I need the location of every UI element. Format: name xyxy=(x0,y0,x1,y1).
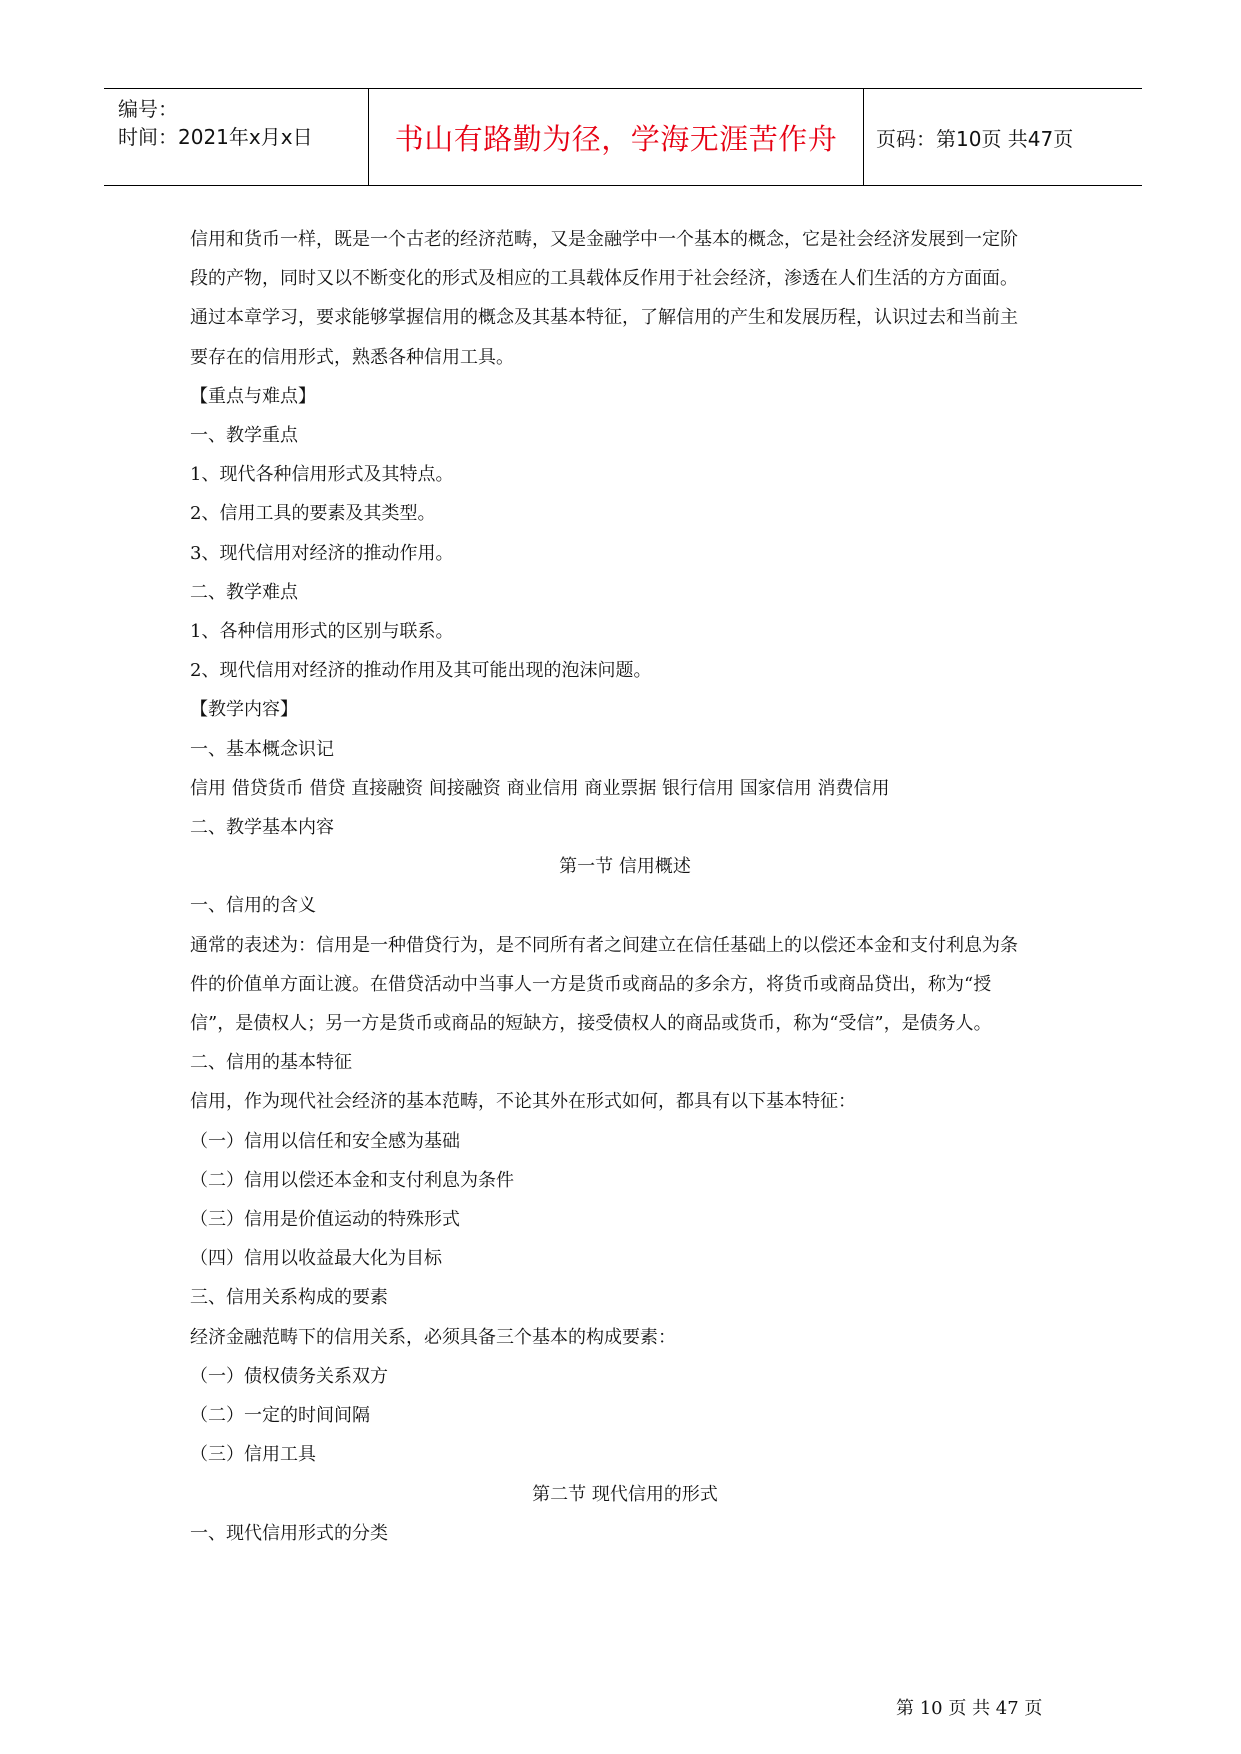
header-page-label: 页码：第10页 共47页 xyxy=(876,126,1074,151)
list-item: （二）一定的时间间隔 xyxy=(190,1405,370,1427)
paragraph-line: 经济金融范畴下的信用关系，必须具备三个基本的构成要素： xyxy=(190,1326,676,1348)
document-body xyxy=(190,220,1060,1553)
list-item: （三）信用工具 xyxy=(190,1444,316,1466)
teaching-focus-title: 一、教学重点 xyxy=(190,425,298,447)
definition-line: 通常的表述为：信用是一种借贷行为，是不同所有者之间建立在信任基础上的以偿还本金和支付利息为条 xyxy=(190,934,1018,956)
subsection-title: 一、现代信用形式的分类 xyxy=(190,1522,388,1544)
section-heading: 第一节 信用概述 xyxy=(559,856,691,878)
key-points-heading: 【重点与难点】 xyxy=(190,385,316,407)
definition-line: 件的价值单方面让渡。在借贷活动中当事人一方是货币或商品的多余方，将货币或商品贷出，称为“授 xyxy=(190,973,992,995)
list-item: （二）信用以偿还本金和支付利息为条件 xyxy=(190,1169,514,1191)
basic-concepts-title: 一、基本概念识记 xyxy=(190,738,334,760)
section-heading: 第二节 现代信用的形式 xyxy=(532,1483,718,1505)
teaching-focus-item: 1、现代各种信用形式及其特点。 xyxy=(190,464,454,486)
basic-concepts-list: 信用 借贷货币 借贷 直接融资 间接融资 商业信用 商业票据 银行信用 国家信用 消费信用 xyxy=(190,777,890,799)
teaching-difficulty-item: 1、各种信用形式的区别与联系。 xyxy=(190,621,454,643)
header-left-cell xyxy=(104,89,369,185)
basic-content-title: 二、教学基本内容 xyxy=(190,817,334,839)
paragraph-line: 信用，作为现代社会经济的基本范畴，不论其外在形式如何，都具有以下基本特征： xyxy=(190,1091,856,1113)
intro-line: 段的产物，同时又以不断变化的形式及相应的工具载体反作用于社会经济，渗透在人们生活的方方面面。 xyxy=(190,268,1018,290)
intro-line: 要存在的信用形式，熟悉各种信用工具。 xyxy=(190,346,514,368)
teaching-focus-item: 3、现代信用对经济的推动作用。 xyxy=(190,542,454,564)
intro-line: 通过本章学习，要求能够掌握信用的概念及其基本特征，了解信用的产生和发展历程，认识过去和当前主 xyxy=(190,307,1018,329)
teaching-content-heading: 【教学内容】 xyxy=(190,699,298,721)
document-header xyxy=(104,88,1142,186)
intro-line: 信用和货币一样，既是一个古老的经济范畴，又是金融学中一个基本的概念，它是社会经济发展到一定阶 xyxy=(190,229,1018,250)
subsection-title: 一、信用的含义 xyxy=(190,895,316,917)
list-item: （四）信用以收益最大化为目标 xyxy=(190,1248,442,1270)
page-footer: 第 10 页 共 47 页 xyxy=(896,1698,1043,1719)
document-number-label: 编号： xyxy=(118,97,178,121)
list-item: （三）信用是价值运动的特殊形式 xyxy=(190,1209,460,1231)
definition-line: 信”，是债权人；另一方是货币或商品的短缺方，接受债权人的商品或货币，称为“受信”，是债务人。 xyxy=(190,1013,992,1035)
subsection-title: 二、信用的基本特征 xyxy=(190,1052,352,1074)
header-middle-cell xyxy=(369,89,864,185)
header-motto: 书山有路勤为径，学海无涯苦作舟 xyxy=(394,121,838,156)
teaching-difficulty-title: 二、教学难点 xyxy=(190,581,298,603)
list-item: （一）债权债务关系双方 xyxy=(190,1365,388,1387)
teaching-focus-item: 2、信用工具的要素及其类型。 xyxy=(190,503,436,525)
list-item: （一）信用以信任和安全感为基础 xyxy=(190,1130,460,1152)
subsection-title: 三、信用关系构成的要素 xyxy=(190,1287,388,1309)
teaching-difficulty-item: 2、现代信用对经济的推动作用及其可能出现的泡沫问题。 xyxy=(190,660,652,682)
header-right-cell xyxy=(864,89,1142,185)
document-time-label: 时间：2021年x月x日 xyxy=(118,125,313,149)
